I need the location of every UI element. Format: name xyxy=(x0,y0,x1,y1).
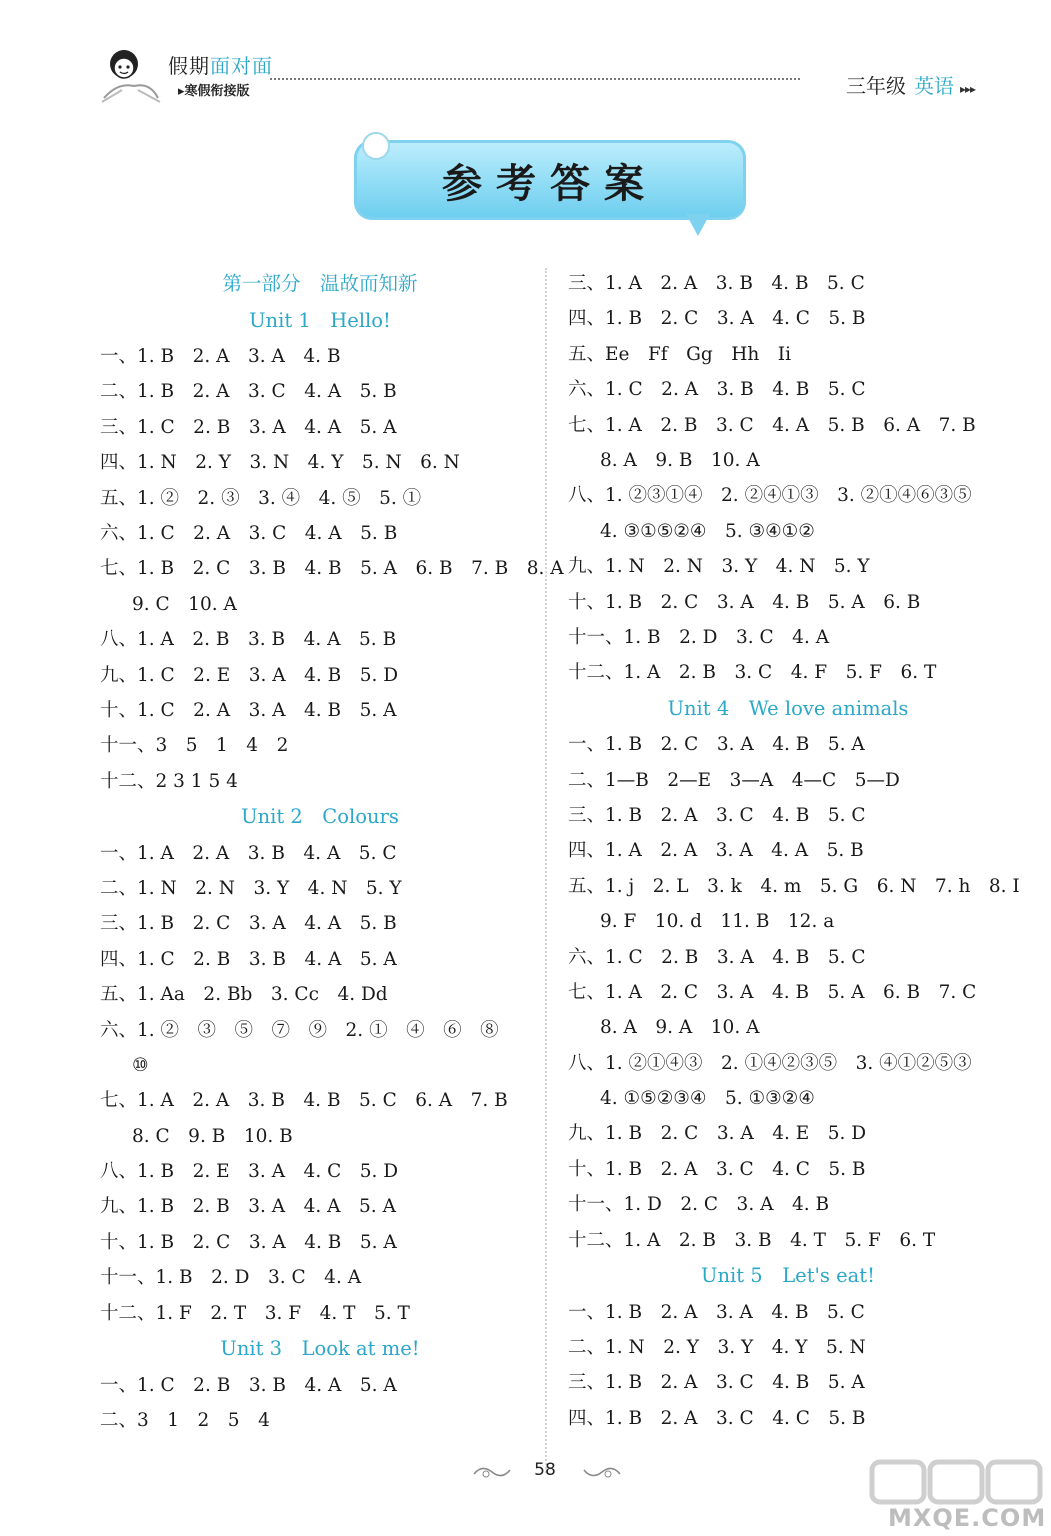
page-title: 参考答案 xyxy=(442,161,658,207)
answer-line: 七、1. A 2. B 3. C 4. A 5. B 6. A 7. B xyxy=(568,414,976,436)
answer-line: 二、1. B 2. A 3. C 4. A 5. B xyxy=(100,381,397,403)
column-divider xyxy=(545,268,547,1473)
answer-line: 六、1. ② ③ ⑤ ⑦ ⑨ 2. ① ④ ⑥ ⑧ xyxy=(100,1019,499,1041)
answer-line: 二、1. N 2. N 3. Y 4. N 5. Y xyxy=(100,877,402,899)
answer-line: 十二、1. A 2. B 3. B 4. T 5. F 6. T xyxy=(568,1229,936,1251)
answer-line: 四、1. C 2. B 3. B 4. A 5. A xyxy=(100,948,397,970)
answer-line: 一、1. B 2. A 3. A 4. B xyxy=(100,346,341,367)
answer-line: 一、1. A 2. A 3. B 4. A 5. C xyxy=(100,842,397,864)
header-divider xyxy=(270,78,800,80)
section-heading: Unit 2 Colours xyxy=(241,805,399,829)
answer-line: 七、1. B 2. C 3. B 4. B 5. A 6. B 7. B 8. A xyxy=(100,558,564,580)
answer-line: 八、1. ②③①④ 2. ②④①③ 3. ②①④⑥③⑤ xyxy=(568,485,972,507)
left-answer-column xyxy=(100,266,564,1438)
answer-line: 六、1. C 2. A 3. C 4. A 5. B xyxy=(100,522,398,544)
answer-line-continued: ⑩ xyxy=(132,1054,149,1076)
answer-line: 四、1. A 2. A 3. A 4. A 5. B xyxy=(568,840,864,862)
answer-line-continued: 9. F 10. d 11. B 12. a xyxy=(600,911,835,933)
answer-line: 三、1. B 2. A 3. C 4. B 5. A xyxy=(568,1372,865,1394)
answer-line: 五、Ee Ff Gg Hh Ii xyxy=(568,343,792,365)
answer-line: 十、1. B 2. A 3. C 4. C 5. B xyxy=(568,1158,866,1180)
grade-label: 三年级 xyxy=(846,74,906,98)
page-header xyxy=(0,0,1051,130)
answer-line: 十一、1. D 2. C 3. A 4. B xyxy=(568,1194,830,1216)
answer-line: 七、1. A 2. A 3. B 4. B 5. C 6. A 7. B xyxy=(100,1090,508,1112)
answer-line-continued: 9. C 10. A xyxy=(132,593,237,615)
answer-line: 五、1. j 2. L 3. k 4. m 5. G 6. N 7. h 8. I xyxy=(568,875,1020,897)
answer-line: 一、1. C 2. B 3. B 4. A 5. A xyxy=(100,1374,397,1396)
answer-line-continued: 8. A 9. A 10. A xyxy=(600,1017,760,1039)
watermark-url: MXQE.COM xyxy=(888,1504,1047,1532)
answer-line: 十、1. B 2. C 3. A 4. B 5. A 6. B xyxy=(568,591,921,613)
banner-tail xyxy=(686,214,710,236)
answer-line: 二、1—B 2—E 3—A 4—C 5—D xyxy=(568,769,900,791)
answer-line: 九、1. C 2. E 3. A 4. B 5. D xyxy=(100,664,399,686)
brand-title xyxy=(168,50,273,79)
answer-line: 十一、1. B 2. D 3. C 4. A xyxy=(100,1267,362,1289)
answer-line-continued: 4. ①⑤②③④ 5. ①③②④ xyxy=(600,1088,815,1110)
answer-line: 一、1. B 2. C 3. A 4. B 5. A xyxy=(568,734,865,756)
answer-line: 三、1. C 2. B 3. A 4. A 5. A xyxy=(100,416,397,438)
answer-line: 一、1. B 2. A 3. A 4. B 5. C xyxy=(568,1301,865,1323)
page-number: 58 xyxy=(534,1460,556,1480)
brand-main: 假期 xyxy=(168,54,210,78)
section-heading: Unit 3 Look at me! xyxy=(220,1337,420,1361)
section-heading: 第一部分 温故而知新 xyxy=(222,272,418,295)
answer-line: 八、1. A 2. B 3. B 4. A 5. B xyxy=(100,629,397,651)
section-heading: Unit 5 Let's eat! xyxy=(701,1264,875,1288)
answer-line: 十、1. C 2. A 3. A 4. B 5. A xyxy=(100,699,397,721)
answer-line: 十二、1. A 2. B 3. C 4. F 5. F 6. T xyxy=(568,662,937,684)
answer-line: 八、1. B 2. E 3. A 4. C 5. D xyxy=(100,1161,399,1183)
answer-line: 十二、1. F 2. T 3. F 4. T 5. T xyxy=(100,1302,410,1324)
answer-line: 六、1. C 2. B 3. A 4. B 5. C xyxy=(568,946,866,968)
arrows-icon: ▸▸▸ xyxy=(960,82,976,96)
answer-line: 三、1. B 2. C 3. A 4. A 5. B xyxy=(100,913,397,935)
answer-line: 五、1. Aa 2. Bb 3. Cc 4. Dd xyxy=(100,984,388,1006)
answer-line: 三、1. A 2. A 3. B 4. B 5. C xyxy=(568,273,865,294)
section-heading: Unit 4 We love animals xyxy=(667,696,909,720)
answer-line: 三、1. B 2. A 3. C 4. B 5. C xyxy=(568,804,866,826)
section-heading: Unit 1 Hello! xyxy=(249,308,391,332)
answer-line: 四、1. B 2. C 3. A 4. C 5. B xyxy=(568,308,866,330)
answer-line: 十一、3 5 1 4 2 xyxy=(100,735,289,757)
answer-line: 九、1. N 2. N 3. Y 4. N 5. Y xyxy=(568,556,870,578)
answer-line-continued: 4. ③①⑤②④ 5. ③④①② xyxy=(600,520,815,542)
answer-line: 二、3 1 2 5 4 xyxy=(100,1409,270,1431)
answer-line: 七、1. A 2. C 3. A 4. B 5. A 6. B 7. C xyxy=(568,981,977,1003)
answer-line-continued: 8. A 9. B 10. A xyxy=(600,449,760,471)
footer-ornament-right-icon xyxy=(582,1462,622,1482)
answer-line: 二、1. N 2. Y 3. Y 4. Y 5. N xyxy=(568,1336,866,1358)
answer-line: 十、1. B 2. C 3. A 4. B 5. A xyxy=(100,1231,397,1253)
subject-label: 英语 xyxy=(914,74,954,98)
answer-line: 五、1. ② 2. ③ 3. ④ 4. ⑤ 5. ① xyxy=(100,487,422,509)
answer-line: 九、1. B 2. C 3. A 4. E 5. D xyxy=(568,1123,867,1145)
right-answer-column xyxy=(568,266,1020,1436)
answer-line-continued: 8. C 9. B 10. B xyxy=(132,1125,293,1147)
answer-line: 六、1. C 2. A 3. B 4. B 5. C xyxy=(568,379,866,401)
footer-ornament-left-icon xyxy=(472,1462,512,1482)
sub-brand: ▸寒假衔接版 xyxy=(178,84,250,99)
answer-line: 十二、2 3 1 5 4 xyxy=(100,770,238,792)
brand-accent: 面对面 xyxy=(210,54,273,78)
answer-line: 九、1. B 2. B 3. A 4. A 5. A xyxy=(100,1196,396,1218)
answer-line: 四、1. N 2. Y 3. N 4. Y 5. N 6. N xyxy=(100,452,460,474)
grade-subject xyxy=(846,70,975,99)
answer-line: 八、1. ②①④③ 2. ①④②③⑤ 3. ④①②⑤③ xyxy=(568,1052,972,1074)
mascot-logo-icon xyxy=(98,42,164,104)
answer-line: 四、1. B 2. A 3. C 4. C 5. B xyxy=(568,1407,866,1429)
answer-line: 十一、1. B 2. D 3. C 4. A xyxy=(568,626,830,648)
